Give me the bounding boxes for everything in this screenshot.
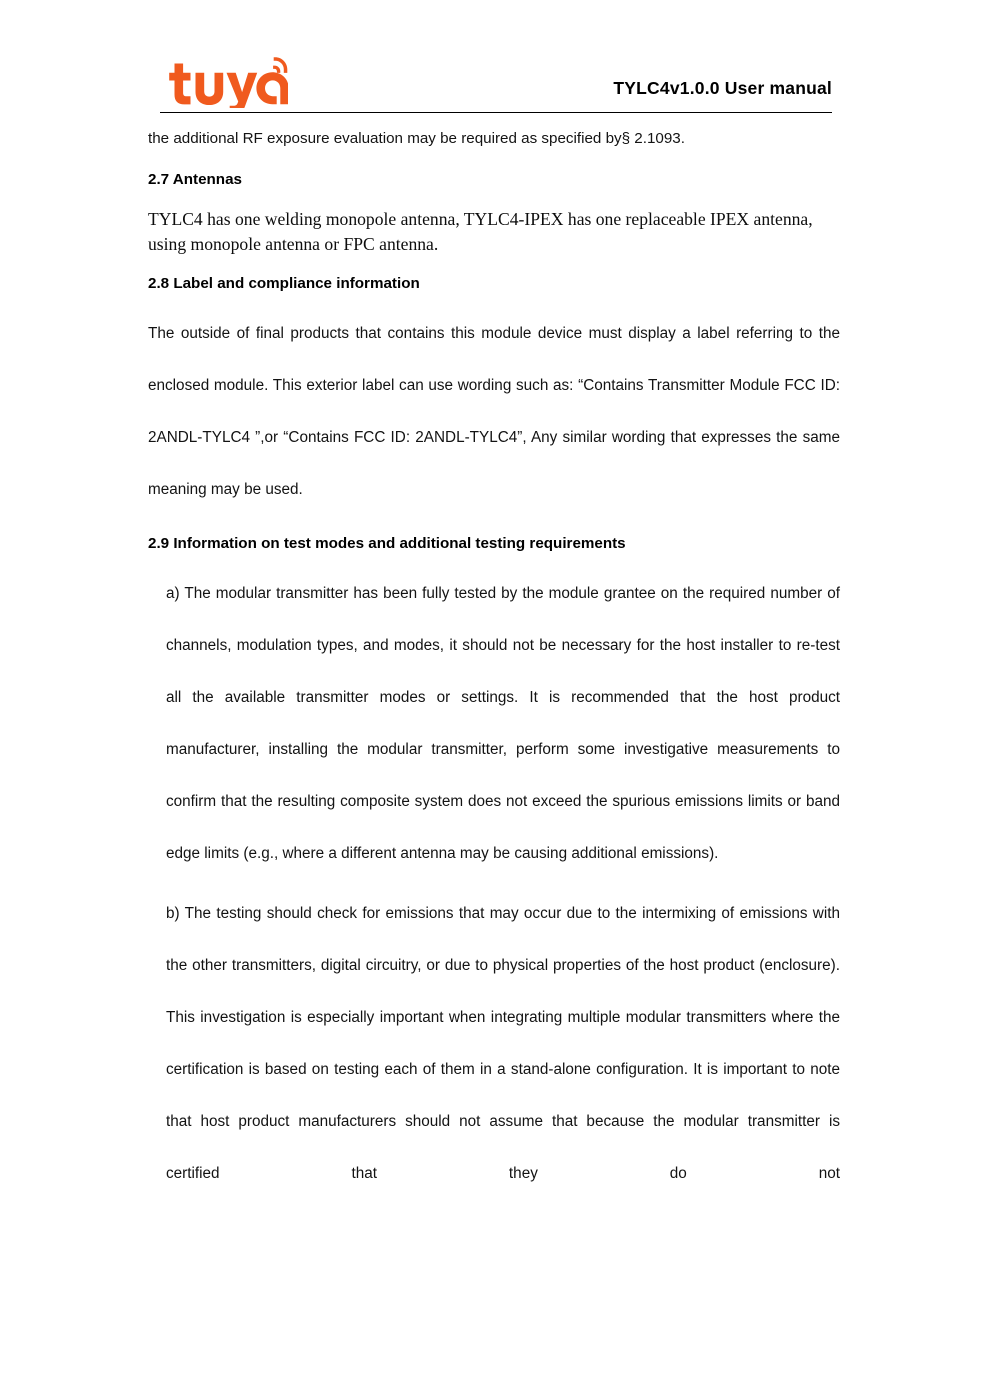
page-title: TYLC4v1.0.0 User manual bbox=[613, 78, 832, 98]
spacer bbox=[148, 880, 840, 888]
paragraph-2-8: The outside of final products that contains this module device must display a label referring to the enclosed module. This exterior label can use wording such as: “Contains Transmitter Module FCC ID: 2ANDL-TYLC4 ”,or “Contains FCC ID: 2ANDL-TYLC4”, Any similar wording that expresses the same meaning may be used. bbox=[148, 325, 840, 498]
heading-2-9: 2.9 Information on test modes and additional testing requirements bbox=[148, 535, 626, 552]
paragraph-2-9-item-a: a) The modular transmitter has been fully tested by the module grantee on the required number of channels, modulation types, and modes, it should not be necessary for the host installer to re-test all the available transmitter modes or settings. It is recommended that the host product manufacturer, installing the modular transmitter, perform some investigative measurements to confirm that the resulting composite system does not exceed the spurious emissions limits or band edge limits (e.g., where a different antenna may be causing additional emissions). bbox=[166, 585, 840, 862]
paragraph-2-7: TYLC4 has one welding monopole antenna, TYLC4-IPEX has one replaceable IPEX antenna, using monopole antenna or FPC antenna. bbox=[148, 209, 813, 254]
tuya-logo bbox=[168, 54, 288, 108]
spacer bbox=[148, 294, 840, 308]
spacer bbox=[148, 190, 840, 207]
spacer bbox=[148, 516, 840, 534]
spacer bbox=[148, 554, 840, 568]
page-header bbox=[160, 52, 832, 114]
intro-paragraph: the additional RF exposure evaluation may be required as specified by§ 2.1093. bbox=[148, 130, 685, 147]
spacer bbox=[148, 150, 840, 170]
paragraph-2-9-item-b: b) The testing should check for emissions that may occur due to the intermixing of emissions with the other transmitters, digital circuitry, or due to physical properties of the host product (enclosure). This investigation is especially important when integrating multiple modular transmitters where the certification is based on testing each of them in a stand-alone configuration. It is important to note that host product manufacturers should not assume that because the modular transmitter is certified that they do not bbox=[166, 905, 840, 1182]
spacer bbox=[148, 257, 840, 274]
tuya-logo-mark bbox=[168, 54, 288, 108]
header-divider bbox=[160, 112, 832, 113]
heading-2-8: 2.8 Label and compliance information bbox=[148, 275, 420, 292]
document-body bbox=[148, 128, 840, 1252]
heading-2-7: 2.7 Antennas bbox=[148, 171, 242, 188]
